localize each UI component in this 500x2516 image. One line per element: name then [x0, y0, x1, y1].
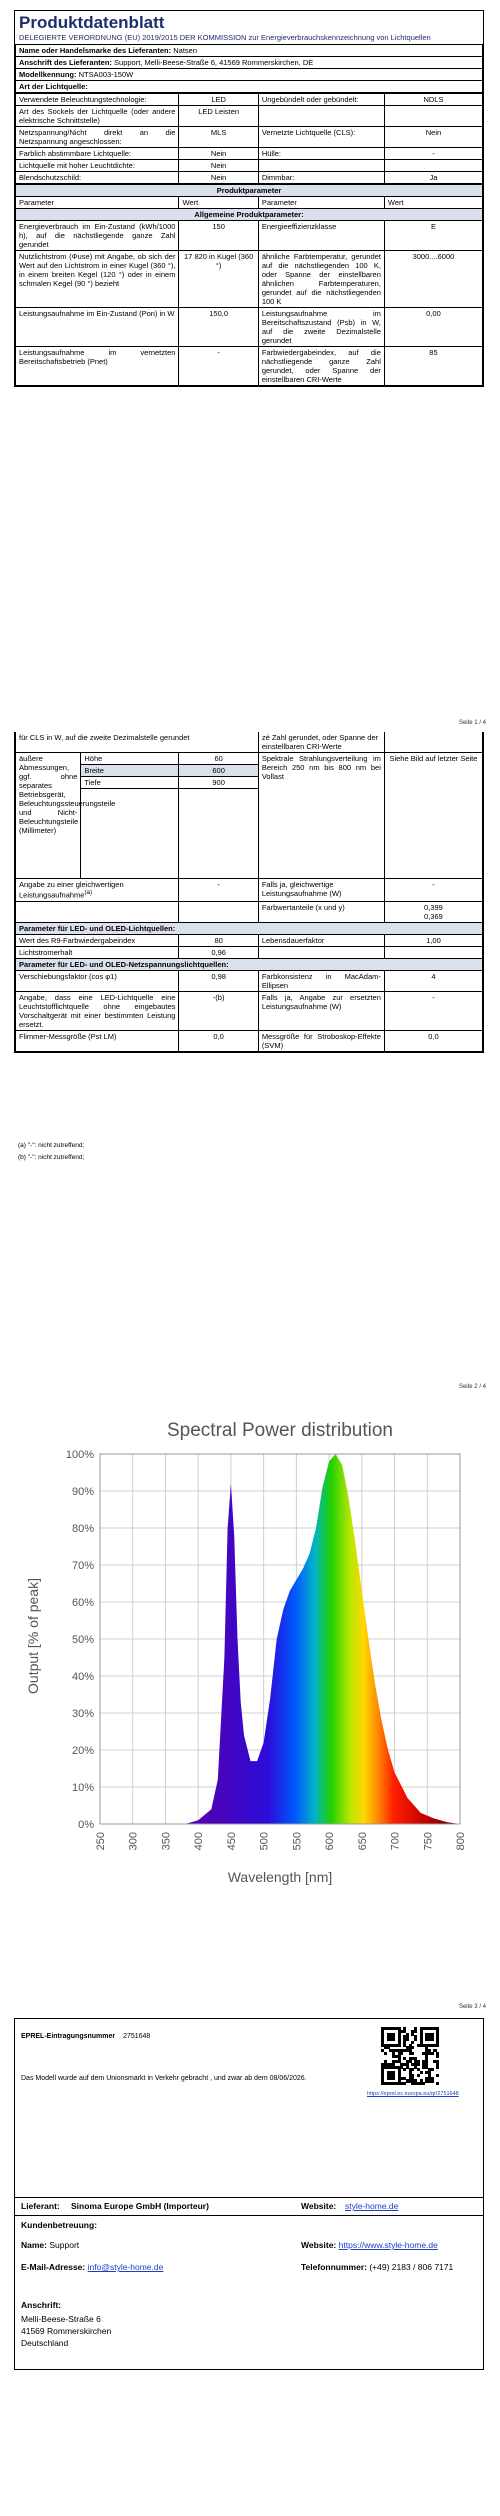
general-row-l2: Leistungsaufnahme im Bereitschaftszustand (Psb) in W, auf die zweite Dezimalstelle gerundet	[258, 308, 384, 347]
qr-module	[411, 2068, 414, 2071]
supplier-web-link[interactable]: style-home.de	[345, 2201, 399, 2211]
model-cell	[16, 69, 483, 81]
brand-cell	[16, 45, 483, 57]
qr-module	[431, 2079, 434, 2082]
art-row-l1: Lichtquelle mit hoher Leuchtdichte:	[16, 160, 179, 172]
table-row	[16, 209, 483, 221]
qr-module	[436, 2082, 439, 2085]
lumen-label: Lichtstromerhalt	[16, 946, 179, 958]
qr-module	[384, 2052, 387, 2055]
r9-label: Wert des R9-Farbwiedergabeindex	[16, 934, 179, 946]
qr-module	[436, 2066, 439, 2069]
qr-module	[406, 2038, 409, 2041]
supplier-web-label: Website:	[301, 2201, 337, 2211]
led-net-v2: 0,0	[384, 1030, 482, 1051]
footnote-a: (a) "-": nicht zutreffend;	[18, 1142, 85, 1149]
general-row-v2: E	[384, 221, 482, 251]
qr-module	[411, 2052, 414, 2055]
eprel-value: 2751648	[123, 2033, 151, 2040]
customer-name-value: Support	[49, 2240, 80, 2250]
led-net-l2: Farbkonsistenz in MacAdam-Ellipsen	[258, 970, 384, 991]
general-row-l1: Energieverbrauch im Ein-Zustand (kWh/1000 h), auf die nächstliegende ganze Zahl gerundet	[16, 221, 179, 251]
art-row-v2: Ja	[384, 172, 482, 184]
customer-address-label: Anschrift:	[21, 2300, 62, 2310]
qr-code[interactable]	[381, 2027, 439, 2085]
chart-y-axis-label: Output [% of peak]	[25, 1578, 41, 1694]
art-table	[15, 93, 483, 184]
art-row-l2	[258, 106, 384, 127]
led-net-l2: Messgröße für Stroboskop-Effekte (SVM)	[258, 1030, 384, 1051]
table-row	[16, 879, 483, 902]
table-row	[16, 922, 483, 934]
art-row-l1: Verwendete Beleuchtungstechnologie:	[16, 94, 179, 106]
qr-module	[436, 2074, 439, 2077]
table-row	[16, 732, 483, 753]
art-row-v1: Nein	[179, 172, 258, 184]
dims-empty	[179, 789, 258, 879]
art-row-v2	[384, 106, 482, 127]
art-row-v1: Nein	[179, 148, 258, 160]
equiv-label: Angabe zu einer gleichwertigen Leistungsaufnahme$^{(a)}$	[16, 879, 179, 902]
qr-module	[414, 2038, 417, 2041]
art-row-l1: Farblich abstimmbare Lichtquelle:	[16, 148, 179, 160]
led-net-v1: 0,0	[179, 1030, 258, 1051]
dims-key: Tiefe	[81, 777, 179, 789]
art-row-l1: Art des Sockels der Lichtquelle (oder andere elektrische Schnittstelle)	[16, 106, 179, 127]
customer-address-line: Deutschland	[21, 2338, 69, 2348]
art-row-l2: Dimmbar:	[258, 172, 384, 184]
eprel-line	[21, 2033, 150, 2041]
general-row	[16, 308, 483, 347]
customer-address-line: Melli-Beese-Straße 6	[21, 2314, 101, 2324]
qr-module	[436, 2044, 439, 2047]
spectral-value: Siehe Bild auf letzter Seite	[384, 753, 482, 879]
section-led-net: Parameter für LED- und OLED-Netzspannungslichtquellen:	[16, 958, 483, 970]
doc-title: Produktdatenblatt	[19, 13, 165, 32]
y-tick-label: 90%	[71, 1486, 94, 1498]
art-row-v2: Nein	[384, 127, 482, 148]
footnote-b: (b) "-": nicht zutreffend;	[18, 1154, 85, 1161]
qr-module	[403, 2082, 406, 2085]
chroma-label: Farbwertanteile (x und y)	[258, 901, 384, 922]
section-art: Art der Lichtquelle:	[16, 81, 483, 93]
qr-module	[431, 2038, 434, 2041]
qr-module	[422, 2082, 425, 2085]
page-2	[0, 1380, 500, 1930]
table-row	[16, 69, 483, 81]
section-general: Allgemeine Produktparameter:	[16, 209, 483, 221]
dims-label: äußere Abmessungen, ggf. ohne separates Betriebsgerät, Beleuchtungssteuerungsteile und Nicht-Beleuchtungsteile (Millimeter)	[16, 753, 81, 879]
art-row	[16, 160, 483, 172]
qr-module	[431, 2052, 434, 2055]
customer-address-line: 41569 Rommerskirchen	[21, 2326, 112, 2336]
general-row-l1: Leistungsaufnahme im vernetzten Bereitschaftsbetrieb (Pnet)	[16, 347, 179, 386]
general-row-v2: 3000....6000	[384, 251, 482, 308]
led-net-v2: -	[384, 991, 482, 1030]
qr-module	[414, 2030, 417, 2033]
general-row-v1: 17 820 in Kugel (360 °)	[179, 251, 258, 308]
address-cell	[16, 57, 483, 69]
page-number: Seite 1 / 4	[458, 720, 486, 726]
supplier-row	[14, 2198, 484, 2216]
led-net-row	[16, 1030, 483, 1051]
general-row-v2: 0,00	[384, 308, 482, 347]
equiv-w-label: Falls ja, gleichwertige Leistungsaufnahme (W)	[258, 879, 384, 902]
qr-module	[431, 2068, 434, 2071]
art-row-l2: Vernetzte Lichtquelle (CLS):	[258, 127, 384, 148]
art-row	[16, 106, 483, 127]
page-number: Seite 3 / 4	[458, 2004, 486, 2010]
customer-name-label: Name:	[21, 2240, 47, 2250]
art-row-l2: Ungebündelt oder gebündelt:	[258, 94, 384, 106]
lifetime-label: Lebensdauerfaktor	[258, 934, 384, 946]
qr-module	[392, 2038, 395, 2041]
table-row	[16, 934, 483, 946]
chroma-value	[384, 901, 482, 922]
col-value-2: Wert	[384, 197, 482, 209]
qr-module	[392, 2077, 395, 2080]
table-row	[16, 185, 483, 197]
art-row-v1: Nein	[179, 160, 258, 172]
art-row-l2	[258, 160, 384, 172]
table-row	[16, 45, 483, 57]
lifetime-value: 1,00	[384, 934, 482, 946]
art-row	[16, 127, 483, 148]
qr-module	[436, 2055, 439, 2058]
table-row	[16, 197, 483, 209]
general-row-v1: -	[179, 347, 258, 386]
y-tick-label: 60%	[71, 1597, 94, 1609]
x-tick-label: 400	[193, 1832, 206, 1851]
spectral-label: Spektrale Strahlungsverteilung im Bereich 250 nm bis 800 nm bei Vollast	[258, 753, 384, 879]
y-tick-label: 30%	[71, 1708, 94, 1720]
section-led: Parameter für LED- und OLED-Lichtquellen:	[16, 922, 483, 934]
equiv-label-text: Angabe zu einer gleichwertigen Leistungsaufnahme	[19, 880, 124, 900]
x-tick-label: 350	[160, 1832, 173, 1851]
spectral-chart	[25, 1414, 490, 1885]
table-row	[16, 958, 483, 970]
y-tick-label: 100%	[65, 1449, 94, 1461]
page-number: Seite 2 / 4	[458, 1384, 486, 1390]
general-row	[16, 251, 483, 308]
art-row	[16, 172, 483, 184]
params-table	[15, 184, 483, 386]
art-row-v2: NDLS	[384, 94, 482, 106]
art-row-v2: -	[384, 148, 482, 160]
chart-title: Spectral Power distribution	[167, 1420, 393, 1441]
led-net-l1: Verschiebungsfaktor (cos φ1)	[16, 970, 179, 991]
general-row-l2: Energieeffizienzklasse	[258, 221, 384, 251]
art-row	[16, 148, 483, 160]
customer-website	[301, 2240, 438, 2250]
qr-module	[411, 2041, 414, 2044]
art-row-v1: LED	[179, 94, 258, 106]
customer-email	[21, 2262, 163, 2272]
col-value-1: Wert	[179, 197, 258, 209]
y-tick-label: 80%	[71, 1523, 94, 1535]
section-params: Produktparameter	[16, 185, 483, 197]
art-row-v1: LED Leisten	[179, 106, 258, 127]
customer-website-label: Website:	[301, 2240, 337, 2250]
empty-cell	[384, 946, 482, 958]
qr-module	[403, 2068, 406, 2071]
chart-x-axis-label: Wavelength [nm]	[227, 1869, 333, 1885]
customer-name	[21, 2240, 79, 2250]
table-row	[16, 81, 483, 93]
x-tick-label: 250	[95, 1832, 107, 1851]
art-row-l1: Blendschutzschild:	[16, 172, 179, 184]
y-tick-label: 50%	[71, 1634, 94, 1646]
table-row	[16, 901, 483, 922]
led-net-v1: 0,98	[179, 970, 258, 991]
general-row-l2: ähnliche Farbtemperatur, gerundet auf die nächstliegenden 100 K, oder Spanne der einstellbaren ähnlichen Farbtemperaturen, gerundet auf die nächstliegenden 100 K	[258, 251, 384, 308]
table-row	[16, 946, 483, 958]
y-tick-label: 70%	[71, 1560, 94, 1572]
customer-phone-label: Telefonnummer:	[301, 2262, 367, 2272]
dims-value: 600	[179, 765, 258, 777]
general-row	[16, 347, 483, 386]
art-row-l2: Hülle:	[258, 148, 384, 160]
doc-subtitle: DELEGIERTE VERORDNUNG (EU) 2019/2015 DER KOMMISSION zur Energieverbrauchskennzeichnung von Lichtquellen	[19, 33, 431, 43]
cont-text-right: zé Zahl gerundet, oder Spanne der einstellbaren CRI-Werte	[258, 732, 384, 753]
y-tick-label: 10%	[71, 1782, 94, 1794]
led-net-row	[16, 970, 483, 991]
y-tick-label: 0%	[78, 1819, 94, 1831]
chroma-empty	[16, 901, 179, 922]
page-3	[0, 2000, 500, 2516]
customer-email-link[interactable]: info@style-home.de	[87, 2262, 164, 2272]
model-value: NTSA003-150W	[78, 70, 134, 80]
address-label: Anschrift des Lieferanten:	[19, 58, 112, 68]
qr-module	[417, 2063, 420, 2066]
dims-value: 900	[179, 777, 258, 789]
brand-label: Name oder Handelsmarke des Lieferanten:	[19, 46, 172, 56]
col-param-2: Parameter	[258, 197, 384, 209]
datasheet-box	[14, 10, 484, 387]
general-row-l2: Farbwiedergabeindex, auf die nächstliegende ganze Zahl gerundet, oder Spanne der einstellbaren CRI-Werte	[258, 347, 384, 386]
page-1	[0, 0, 500, 730]
dims-key: Höhe	[81, 753, 179, 765]
led-net-row	[16, 991, 483, 1030]
supplier-table	[15, 44, 483, 93]
customer-box	[14, 2216, 484, 2370]
x-tick-label: 650	[356, 1832, 369, 1851]
x-tick-label: 600	[324, 1832, 337, 1851]
x-tick-label: 700	[389, 1832, 402, 1851]
led-net-l1: Angabe, dass eine LED-Lichtquelle eine Leuchtstofflichtquelle ohne eingebautes Vorschaltgerät mit einer bestimmten Leistung ersetzt.	[16, 991, 179, 1030]
general-row-v2: 85	[384, 347, 482, 386]
general-row-v1: 150,0	[179, 308, 258, 347]
qr-module	[420, 2071, 423, 2074]
qr-module	[400, 2052, 403, 2055]
lumen-value: 0,96	[179, 946, 258, 958]
general-row-l1: Nutzlichtstrom (Φuse) mit Angabe, ob sich der Wert auf den Lichtstrom in einer Kugel (360 °), in einem breiten Kegel (120 °) oder in einem schmalen Kegel (90 °) bezieht	[16, 251, 179, 308]
customer-section: Kundenbetreuung:	[21, 2220, 98, 2230]
equiv-w-value: -	[384, 879, 482, 902]
x-tick-label: 550	[291, 1832, 304, 1851]
x-tick-label: 450	[225, 1832, 238, 1851]
chroma-x: 0,399	[424, 902, 443, 912]
led-net-v1: -(b)	[179, 991, 258, 1030]
r9-value: 80	[179, 934, 258, 946]
empty-cell	[258, 946, 384, 958]
supplier-label: Lieferant:	[21, 2201, 60, 2211]
table-row	[16, 57, 483, 69]
eprel-box	[14, 2018, 484, 2198]
address-value: Support, Melli-Beese-Straße 6, 41569 Rommerskirchen, DE	[114, 58, 314, 68]
general-row-v1: 150	[179, 221, 258, 251]
y-tick-label: 20%	[71, 1745, 94, 1757]
supplier-value: Sinoma Europe GmbH (Importeur)	[71, 2201, 209, 2211]
x-tick-label: 750	[422, 1832, 435, 1851]
cont-empty	[384, 732, 482, 753]
brand-value: Natsen	[173, 46, 197, 56]
art-row-v2	[384, 160, 482, 172]
cont-table	[15, 732, 483, 1052]
dims-value: 60	[179, 753, 258, 765]
x-tick-label: 300	[127, 1832, 140, 1851]
led-net-v2: 4	[384, 970, 482, 991]
y-tick-label: 40%	[71, 1671, 94, 1683]
customer-website-link[interactable]: https://www.style-home.de	[338, 2240, 438, 2250]
datasheet-box-continued	[14, 732, 484, 1053]
qr-module	[411, 2046, 414, 2049]
qr-module	[398, 2044, 401, 2047]
page-1-continued	[0, 730, 500, 1300]
eprel-note: Das Modell wurde auf dem Unionsmarkt in Verkehr gebracht , und zwar ab dem 08/06/2026.	[21, 2075, 307, 2082]
customer-phone-value: (+49) 2183 / 806 7171	[369, 2262, 454, 2272]
chroma-y: 0,369	[424, 911, 443, 921]
art-row-v1: MLS	[179, 127, 258, 148]
dims-key: Breite	[81, 765, 179, 777]
model-label: Modellkennung:	[19, 70, 77, 80]
customer-email-label: E-Mail-Adresse:	[21, 2262, 86, 2272]
x-tick-label: 800	[455, 1832, 467, 1851]
art-row	[16, 94, 483, 106]
cont-text: für CLS in W, auf die zweite Dezimalstelle gerundet	[16, 732, 259, 753]
col-param-1: Parameter	[16, 197, 179, 209]
eprel-label: EPREL-Eintragungsnummer	[21, 2033, 116, 2040]
equiv-value: -	[179, 879, 258, 902]
general-row	[16, 221, 483, 251]
led-net-l2: Falls ja, Angabe zur ersetzten Leistungsaufnahme (W)	[258, 991, 384, 1030]
qr-module	[417, 2074, 420, 2077]
table-row	[16, 753, 483, 765]
chroma-empty	[179, 901, 258, 922]
eprel-url[interactable]: https://eprel.ec.europa.eu/qr/2751648	[367, 2091, 459, 2097]
x-tick-label: 500	[258, 1832, 271, 1851]
general-row-l1: Leistungsaufnahme im Ein-Zustand (Pon) in W	[16, 308, 179, 347]
led-net-l1: Flimmer-Messgröße (Pst LM)	[16, 1030, 179, 1051]
customer-phone	[301, 2262, 461, 2272]
art-row-l1: Netzspannung/Nicht direkt an die Netzspannung angeschlossen:	[16, 127, 179, 148]
